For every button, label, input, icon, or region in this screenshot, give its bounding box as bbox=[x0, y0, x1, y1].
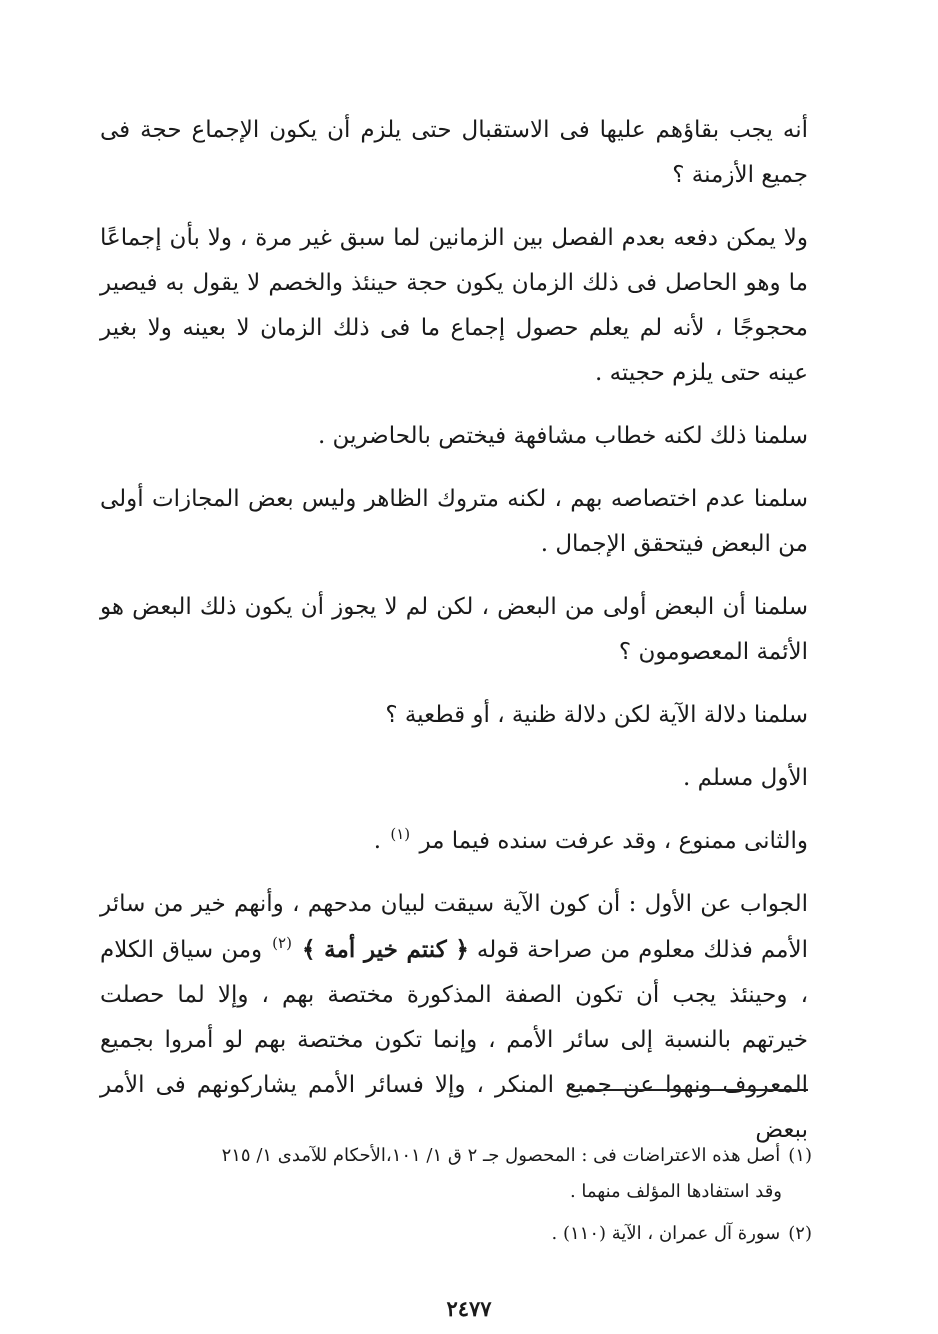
paragraph-4: سلمنا عدم اختصاصه بهم ، لكنه متروك الظاهر وليس بعض المجازات أولى من البعض فيتحقق الإجمال . bbox=[100, 486, 808, 557]
paragraph-8-end: . bbox=[373, 828, 389, 854]
footnote-2-number: (٢) bbox=[788, 1223, 812, 1244]
footnote-2-line1: سورة آل عمران ، الآية (١١٠) . bbox=[551, 1223, 781, 1244]
footnotes bbox=[100, 1138, 812, 1258]
quran-quote: ﴿ كنتم خير أمة ﴾ bbox=[301, 936, 469, 963]
footnote-ref-2[interactable]: (٢) bbox=[272, 934, 292, 953]
paragraph-9 bbox=[100, 882, 808, 1153]
paragraph-5: سلمنا أن البعض أولى من البعض ، لكن لم لا يجوز أن يكون ذلك البعض هو الأئمة المعصومون ؟ bbox=[100, 594, 808, 665]
page-number: ٢٤٧٧ bbox=[446, 1296, 492, 1321]
paragraph-8-text: والثانى ممنوع ، وقد عرفت سنده فيما مر bbox=[419, 828, 808, 854]
paragraph-3: سلمنا ذلك لكنه خطاب مشافهة فيختص بالحاضرين . bbox=[317, 423, 808, 449]
footnote-ref-1[interactable]: (١) bbox=[390, 825, 411, 844]
paragraph-8 bbox=[100, 819, 808, 864]
footnote-2 bbox=[100, 1216, 812, 1252]
paragraph-7: الأول مسلم . bbox=[682, 765, 808, 791]
main-text bbox=[100, 108, 808, 1171]
footnote-divider bbox=[572, 1089, 808, 1091]
paragraph-9-part-a: الجواب عن الأول : أن كون الآية سيقت لبيان مدحهم ، وأنهم خير من سائر الأمم فذلك معلوم من صراحة قوله bbox=[100, 891, 808, 963]
paragraph-2: ولا يمكن دفعه بعدم الفصل بين الزمانين لما سبق غير مرة ، ولا بأن إجماعًا ما وهو الحاصل فى ذلك الزمان يكون حجة حينئذ والخصم لا يقول به فيصير محجوجًا ، لأنه لم يعلم حصول إجماع ما فى ذلك الزمان لا بعينه ولا بغير عينه حتى يلزم حجيته . bbox=[100, 225, 808, 386]
paragraph-6: سلمنا دلالة الآية لكن دلالة ظنية ، أو قطعية ؟ bbox=[385, 702, 808, 728]
footnote-1-line2: وقد استفادها المؤلف منهما . bbox=[569, 1181, 782, 1202]
paragraph-1: أنه يجب بقاؤهم عليها فى الاستقبال حتى يلزم أن يكون الإجماع حجة فى جميع الأزمنة ؟ bbox=[100, 117, 808, 188]
footnote-1-number: (١) bbox=[788, 1145, 812, 1166]
footnote-1 bbox=[100, 1138, 812, 1210]
footnote-1-line1: أصل هذه الاعتراضات فى : المحصول جـ ٢ ق ١/ ١٠١،الأحكام للآمدى ١/ ٢١٥ bbox=[221, 1145, 781, 1166]
paragraph-9-part-b: ومن سياق الكلام ، وحينئذ يجب أن تكون الصفة المذكورة مختصة بهم ، وإلا لما حصلت خيرتهم بالنسبة إلى سائر الأمم ، وإنما تكون مختصة بهم لو أمروا بجميع المعروف ونهوا عن جميع المنكر ، وإلا فسائر الأمم يشاركونهم فى الأمر ببعض bbox=[100, 937, 808, 1143]
